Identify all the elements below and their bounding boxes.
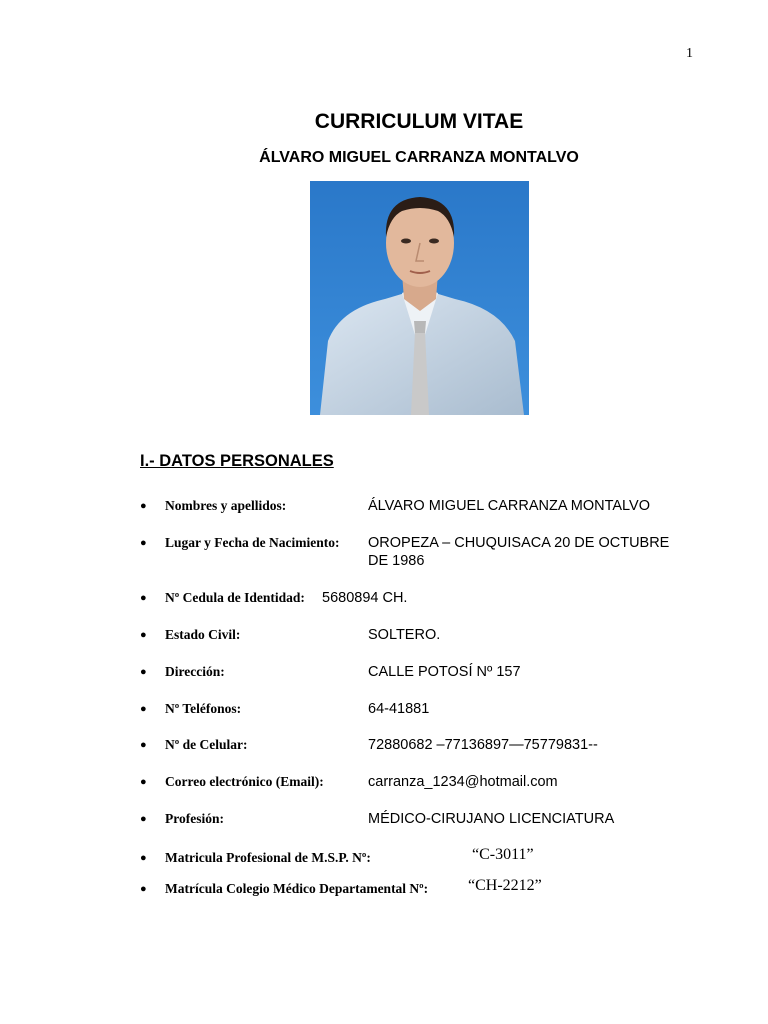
field-label: Matrícula Colegio Médico Departamental Nº: [165,881,429,896]
bullet-icon: ● [140,852,147,864]
field-label: Matricula Profesional de M.S.P. Nº: [165,850,371,865]
field-value: OROPEZA – CHUQUISACA 20 DE OCTUBRE [368,535,670,551]
field-value: 72880682 –77136897—75779831-- [368,737,598,753]
field-label: Dirección: [165,664,225,679]
page-number: 1 [686,46,693,61]
portrait-photo-icon [310,181,529,415]
field-label: Nombres y apellidos: [165,498,287,513]
section-heading-datos-personales: I.- DATOS PERSONALES [140,452,334,470]
bullet-icon: ● [140,592,147,604]
field-label: Nº Cedula de Identidad: [165,590,305,605]
bullet-icon: ● [140,739,147,751]
person-name-heading: ÁLVARO MIGUEL CARRANZA MONTALVO [259,149,579,166]
field-value: carranza_1234@hotmail.com [368,774,558,790]
field-value: MÉDICO-CIRUJANO LICENCIATURA [368,811,615,827]
portrait-photo [310,181,529,415]
field-label: Profesión: [165,811,224,826]
field-label: Correo electrónico (Email): [165,774,324,789]
document-title: CURRICULUM VITAE [314,110,524,133]
field-value-line2: DE 1986 [368,553,425,569]
bullet-icon: ● [140,629,147,641]
bullet-icon: ● [140,666,147,678]
field-value: 5680894 CH. [322,590,408,606]
field-value: 64-41881 [368,701,430,717]
field-value: CALLE POTOSÍ Nº 157 [368,664,521,680]
bullet-icon: ● [140,883,147,895]
bullet-icon: ● [140,813,147,825]
field-label: Lugar y Fecha de Nacimiento: [165,535,340,550]
field-value: “CH-2212” [468,877,542,894]
field-label: Estado Civil: [165,627,241,642]
field-label: Nº Teléfonos: [165,701,242,716]
field-value: SOLTERO. [368,627,441,643]
field-label: Nº de Celular: [165,737,248,752]
field-value: “C-3011” [472,846,534,863]
field-value: ÁLVARO MIGUEL CARRANZA MONTALVO [368,498,650,514]
bullet-icon: ● [140,537,147,549]
bullet-icon: ● [140,500,147,512]
bullet-icon: ● [140,703,147,715]
bullet-icon: ● [140,776,147,788]
